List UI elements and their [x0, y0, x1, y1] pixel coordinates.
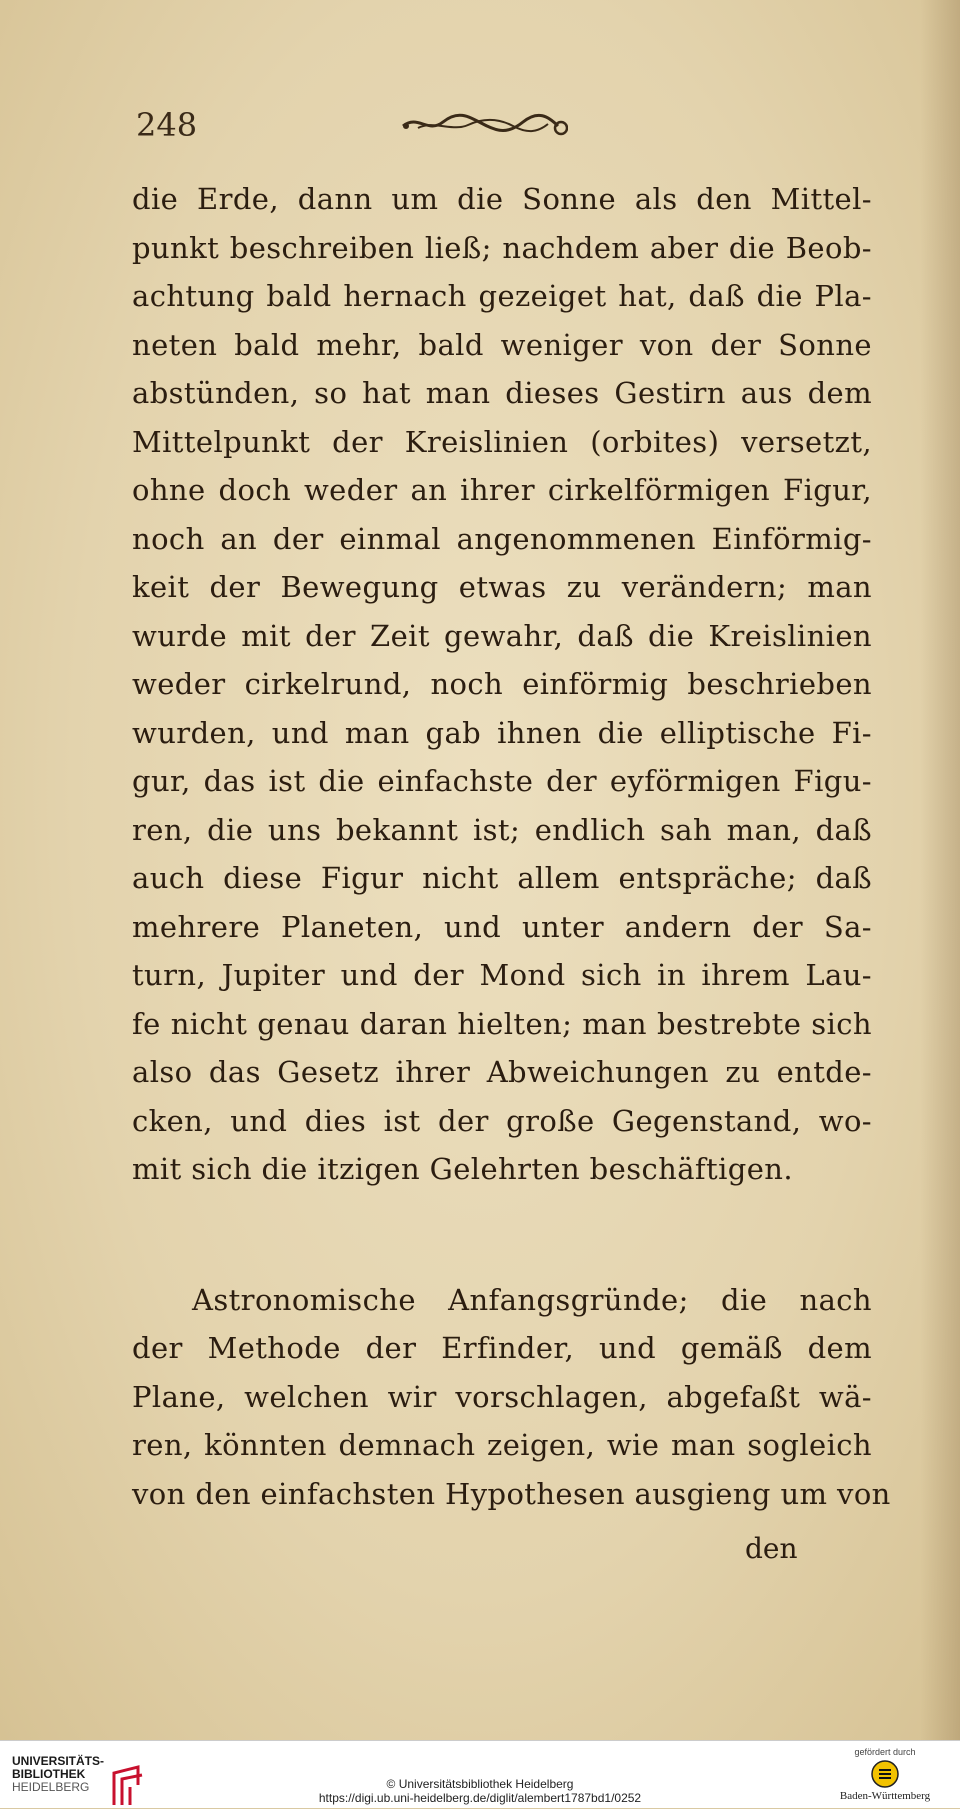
text-line: noch an der einmal angenommenen Einförmig-	[132, 521, 872, 556]
state-coat-of-arms-icon	[870, 1759, 900, 1789]
text-line: weder cirkelrund, noch einförmig beschrieben	[132, 667, 872, 701]
body-text	[132, 175, 891, 1518]
text-line: wurden, und man gab ihnen die elliptische Fi-	[132, 715, 872, 750]
page-number: 248	[136, 106, 198, 144]
text-line: wurde mit der Zeit gewahr, daß die Kreislinien	[132, 618, 872, 653]
text-line: auch diese Figur nicht allem entspräche; daß	[132, 861, 872, 895]
page-edge-shadow	[920, 0, 960, 1740]
funding-badge	[830, 1747, 940, 1802]
text-line: abstünden, so hat man dieses Gestirn aus dem	[132, 376, 872, 410]
library-name-line-1: UNIVERSITÄTS-	[12, 1754, 105, 1768]
text-line: ohne doch weder an ihrer cirkelförmigen Figur,	[132, 473, 872, 507]
page-header	[128, 100, 850, 150]
text-line: Mittelpunkt der Kreislinien (orbites) versetzt,	[132, 424, 872, 459]
decorative-flourish-icon	[398, 108, 568, 142]
text-line: punkt beschreiben ließ; nachdem aber die Beob-	[132, 230, 872, 265]
text-line: mehrere Planeten, und unter andern der Sa-	[132, 909, 872, 944]
text-line: Plane, welchen wir vorschlagen, abgefaßt wä-	[132, 1379, 872, 1414]
text-line: neten bald mehr, bald weniger von der Sonne	[132, 327, 872, 362]
text-line: gur, das ist die einfachste der eyförmigen Figu-	[132, 764, 872, 798]
text-line: ren, die uns bekannt ist; endlich sah man, daß	[132, 812, 872, 847]
funding-label: gefördert durch	[854, 1747, 916, 1757]
text-line: ren, könnten demnach zeigen, wie man sogleich	[132, 1428, 872, 1462]
text-line: fe nicht genau daran hielten; man bestrebte sich	[132, 1006, 872, 1041]
library-name-line-3: HEIDELBERG	[12, 1780, 90, 1794]
paragraph-gap	[132, 1194, 872, 1276]
text-line: die Erde, dann um die Sonne als den Mittel-	[132, 182, 872, 216]
text-line: also das Gesetz ihrer Abweichungen zu entde-	[132, 1055, 872, 1089]
text-line: keit der Bewegung etwas zu verändern; man	[132, 570, 872, 604]
funding-name: Baden-Württemberg	[839, 1790, 931, 1802]
text-line: achtung bald hernach gezeiget hat, daß die Pla-	[132, 279, 872, 313]
digitization-footer	[0, 1740, 960, 1808]
permalink-url[interactable]: https://digi.ub.uni-heidelberg.de/diglit/alembert1787bd1/0252	[318, 1791, 642, 1805]
text-line: mit sich die itzigen Gelehrten beschäftigen.	[132, 1152, 793, 1186]
text-line: von den einfachsten Hypothesen ausgieng um von	[132, 1476, 891, 1511]
text-line: der Methode der Erfinder, und gemäß dem	[132, 1331, 872, 1365]
text-line: Astronomische Anfangsgründe; die nach	[192, 1282, 872, 1317]
text-line: cken, und dies ist der große Gegenstand, wo-	[132, 1103, 872, 1138]
library-name-line-2: BIBLIOTHEK	[12, 1767, 86, 1781]
text-line: turn, Jupiter und der Mond sich in ihrem Lau-	[132, 958, 872, 992]
copyright-notice: © Universitätsbibliothek Heidelberg	[386, 1777, 574, 1791]
catchword: den	[745, 1532, 798, 1565]
